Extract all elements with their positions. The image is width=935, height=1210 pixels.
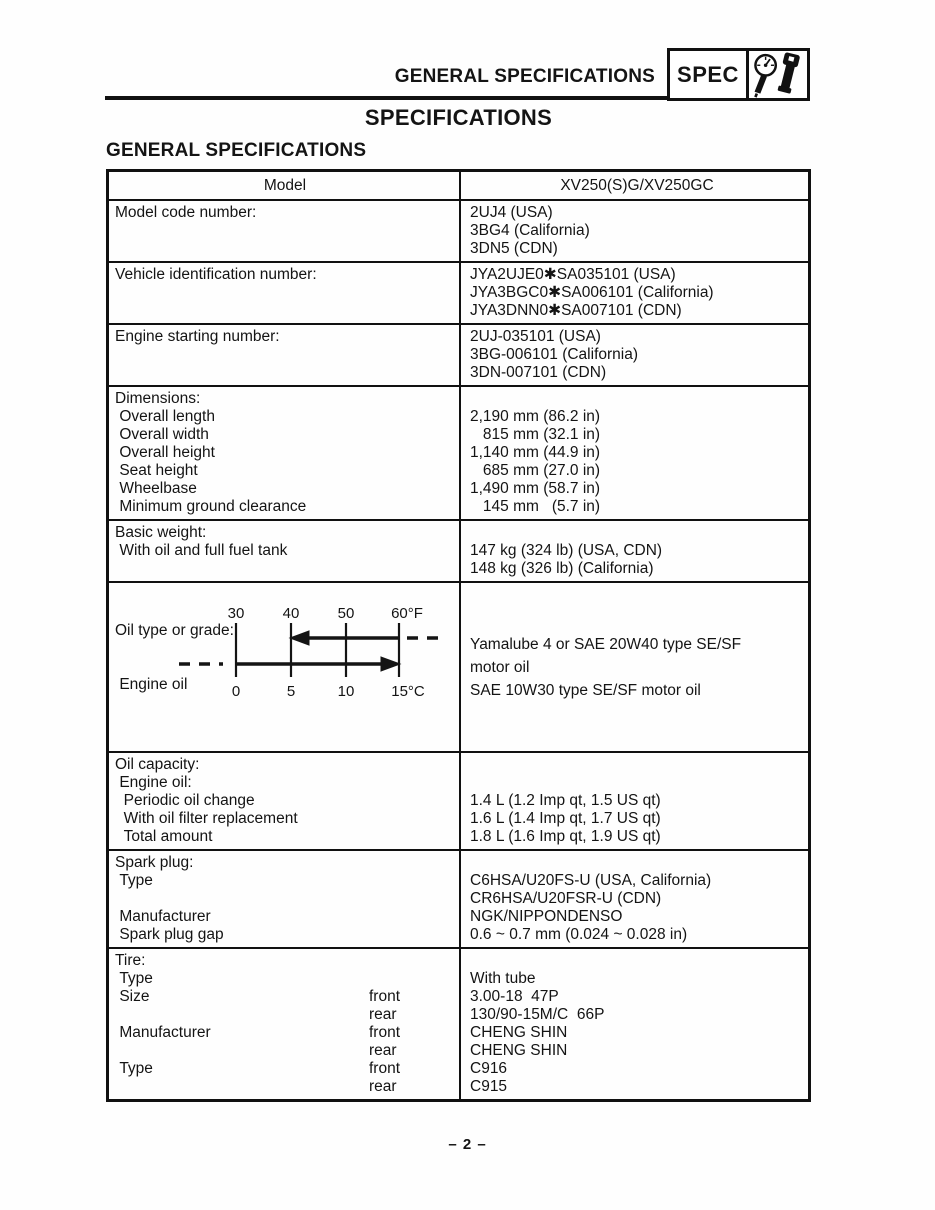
chart-f-label: 50 bbox=[337, 605, 355, 622]
spec-value-line: motor oil bbox=[470, 658, 530, 676]
header-cell-model-value: XV250(S)G/XV250GC bbox=[560, 177, 714, 194]
spec-label-line: Overall length bbox=[115, 408, 215, 425]
chart-c-label: 15°C bbox=[391, 683, 425, 699]
spec-value-line: CHENG SHIN bbox=[470, 1042, 568, 1059]
chart-f-label: 60°F bbox=[391, 605, 423, 622]
page-number: – 2 – bbox=[448, 1136, 487, 1153]
chart-c-label: 5 bbox=[286, 683, 296, 699]
spec-chapter-tab bbox=[667, 48, 810, 101]
chart-f-label: 30 bbox=[227, 605, 245, 622]
general-specifications-table bbox=[106, 169, 811, 1102]
spec-label-line bbox=[115, 240, 455, 258]
spec-cell-label bbox=[109, 583, 461, 751]
spec-label-line: Type bbox=[115, 970, 153, 987]
spec-cell-label bbox=[109, 325, 461, 385]
front-rear-label: front bbox=[369, 1024, 401, 1041]
spec-value-line: 3BG4 (California) bbox=[470, 222, 590, 239]
spec-value-line: 1.8 L (1.6 Imp qt, 1.9 US qt) bbox=[470, 828, 661, 845]
spec-label-line: Spark plug: bbox=[115, 854, 194, 871]
chart-c-label: 0 bbox=[231, 683, 241, 699]
spec-value-line: 815 mm (32.1 in) bbox=[470, 426, 601, 443]
spec-cell-value bbox=[461, 753, 808, 849]
spec-value-line: JYA3BGC0✱SA006101 (California) bbox=[470, 284, 714, 301]
spec-row-model-code-number bbox=[109, 199, 808, 261]
spec-value-line: C6HSA/U20FS-U (USA, California) bbox=[470, 872, 712, 889]
front-rear-label: rear bbox=[369, 1042, 397, 1059]
spec-label-line: With oil and full fuel tank bbox=[115, 542, 288, 559]
spec-row-vehicle-identification-number bbox=[109, 261, 808, 323]
spec-label-line bbox=[115, 560, 455, 578]
spec-value-line: JYA2UJE0✱SA035101 (USA) bbox=[470, 266, 676, 283]
spec-value-line: 2UJ-035101 (USA) bbox=[470, 328, 601, 345]
spec-value-line bbox=[470, 952, 804, 970]
spec-label-line bbox=[115, 890, 455, 908]
spec-value-line: 2,190 mm (86.2 in) bbox=[470, 408, 601, 425]
spec-row-oil-capacity bbox=[109, 751, 808, 849]
spec-value-line: C916 bbox=[470, 1060, 508, 1077]
spec-label-line bbox=[115, 302, 455, 320]
spec-label-line: Oil type or grade: bbox=[115, 622, 234, 639]
spec-row-tire bbox=[109, 947, 808, 1099]
dial-gauge-and-micrometer-icon bbox=[750, 52, 806, 98]
spec-label-line bbox=[115, 1006, 455, 1024]
spec-value-line bbox=[470, 854, 804, 872]
spec-label-line: Tire: bbox=[115, 952, 146, 969]
table-header-row bbox=[109, 172, 808, 199]
spec-value-line: 3DN-007101 (CDN) bbox=[470, 364, 607, 381]
spec-value-line: 3DN5 (CDN) bbox=[470, 240, 558, 257]
spec-label-line bbox=[115, 346, 455, 364]
spec-cell-value bbox=[461, 949, 808, 1099]
spec-cell-label bbox=[109, 949, 461, 1099]
spec-value-line: 148 kg (326 lb) (California) bbox=[470, 560, 654, 577]
page-title: SPECIFICATIONS bbox=[364, 105, 553, 130]
spec-cell-value bbox=[461, 201, 808, 261]
chart-c-label: 10 bbox=[337, 683, 355, 699]
spec-label-line bbox=[115, 284, 455, 302]
spec-label-line: Total amount bbox=[115, 828, 213, 845]
spec-label-line: Vehicle identification number: bbox=[115, 266, 317, 283]
spec-label-line: Seat height bbox=[115, 462, 198, 479]
spec-label-line: Periodic oil change bbox=[115, 792, 255, 809]
spec-value-line: 147 kg (324 lb) (USA, CDN) bbox=[470, 542, 663, 559]
spec-row-engine-starting-number bbox=[109, 323, 808, 385]
spec-tab-label: SPEC bbox=[670, 51, 749, 98]
spec-cell-value bbox=[461, 521, 808, 581]
spec-label-line: Dimensions: bbox=[115, 390, 201, 407]
spec-label-line bbox=[115, 1078, 455, 1096]
header-rule bbox=[105, 96, 667, 100]
spec-cell-value bbox=[461, 263, 808, 323]
header-cell-model: Model bbox=[109, 172, 461, 199]
spec-label-line: Manufacturer bbox=[115, 908, 211, 925]
spec-cell-label bbox=[109, 753, 461, 849]
spec-cell-value bbox=[461, 851, 808, 947]
spec-value-line: 3.00-18 47P bbox=[470, 988, 559, 1005]
spec-value-line: 1.6 L (1.4 Imp qt, 1.7 US qt) bbox=[470, 810, 661, 827]
spec-row-basic-weight bbox=[109, 519, 808, 581]
spec-cell-label bbox=[109, 201, 461, 261]
spec-value-line: 145 mm (5.7 in) bbox=[470, 498, 601, 515]
chart-f-label: 40 bbox=[282, 605, 300, 622]
oil-temperature-chart bbox=[178, 603, 450, 699]
spec-label-line: Wheelbase bbox=[115, 480, 197, 497]
spec-value-line bbox=[470, 774, 804, 792]
spec-label-line: Engine oil bbox=[115, 676, 188, 693]
front-rear-label: rear bbox=[369, 1078, 397, 1095]
spec-label-line: Minimum ground clearance bbox=[115, 498, 307, 515]
spec-value-line bbox=[470, 524, 804, 542]
spec-cell-label bbox=[109, 263, 461, 323]
front-rear-label: front bbox=[369, 1060, 401, 1077]
spec-cell-label bbox=[109, 851, 461, 947]
spec-row-oil-type-or-grade bbox=[109, 581, 808, 751]
spec-label-line: Engine oil: bbox=[115, 774, 192, 791]
section-heading: GENERAL SPECIFICATIONS bbox=[106, 140, 367, 161]
spec-value-line: CR6HSA/U20FSR-U (CDN) bbox=[470, 890, 662, 907]
spec-value-line: NGK/NIPPONDENSO bbox=[470, 908, 623, 925]
spec-label-line: With oil filter replacement bbox=[115, 810, 298, 827]
spec-value-line: 1,490 mm (58.7 in) bbox=[470, 480, 601, 497]
spec-value-line: 1,140 mm (44.9 in) bbox=[470, 444, 601, 461]
spec-cell-label bbox=[109, 521, 461, 581]
spec-value-line: 2UJ4 (USA) bbox=[470, 204, 553, 221]
spec-value-line: 130/90-15M/C 66P bbox=[470, 1006, 605, 1023]
spec-cell-value bbox=[461, 387, 808, 519]
spec-cell-value bbox=[461, 325, 808, 385]
spec-value-line: Yamalube 4 or SAE 20W40 type SE/SF bbox=[470, 635, 742, 653]
spec-label-line bbox=[115, 364, 455, 382]
spec-value-line: JYA3DNN0✱SA007101 (CDN) bbox=[470, 302, 682, 319]
spec-value-line: With tube bbox=[470, 970, 536, 987]
spec-value-line: 1.4 L (1.2 Imp qt, 1.5 US qt) bbox=[470, 792, 661, 809]
spec-value-line: CHENG SHIN bbox=[470, 1024, 568, 1041]
spec-label-line: Overall height bbox=[115, 444, 215, 461]
front-rear-label: front bbox=[369, 988, 401, 1005]
spec-label-line: Type bbox=[115, 872, 153, 889]
spec-value-line: 0.6 ~ 0.7 mm (0.024 ~ 0.028 in) bbox=[470, 926, 688, 943]
spec-row-dimensions bbox=[109, 385, 808, 519]
spec-value-line: SAE 10W30 type SE/SF motor oil bbox=[470, 681, 701, 699]
spec-cell-label bbox=[109, 387, 461, 519]
page-content bbox=[106, 105, 811, 1102]
spec-label-line: Engine starting number: bbox=[115, 328, 280, 345]
spec-value-line bbox=[470, 756, 804, 774]
spec-label-line bbox=[115, 1042, 455, 1060]
spec-label-line: Size front bbox=[115, 988, 401, 1005]
spec-label-line: Oil capacity: bbox=[115, 756, 200, 773]
running-header: GENERAL SPECIFICATIONS bbox=[394, 66, 655, 87]
spec-value-line: 685 mm (27.0 in) bbox=[470, 462, 601, 479]
spec-label-line: Spark plug gap bbox=[115, 926, 224, 943]
spec-row-spark-plug bbox=[109, 849, 808, 947]
front-rear-label: rear bbox=[369, 1006, 397, 1023]
spec-tab-icon-cell bbox=[749, 51, 807, 98]
spec-value-line bbox=[470, 390, 804, 408]
spec-label-line: Model code number: bbox=[115, 204, 257, 221]
spec-cell-value bbox=[461, 583, 808, 751]
spec-label-line: Basic weight: bbox=[115, 524, 207, 541]
spec-value-line: C915 bbox=[470, 1078, 508, 1095]
spec-label-line: Type front bbox=[115, 1060, 401, 1077]
spec-label-line: Manufacturer front bbox=[115, 1024, 401, 1041]
spec-label-line bbox=[115, 222, 455, 240]
spec-label-line: Overall width bbox=[115, 426, 209, 443]
spec-value-line: 3BG-006101 (California) bbox=[470, 346, 639, 363]
